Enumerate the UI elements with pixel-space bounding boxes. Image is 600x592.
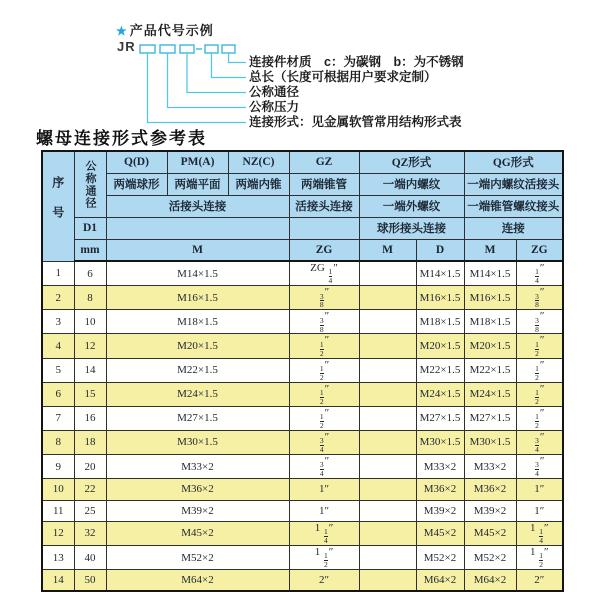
body-cell: M39×2 [464,500,516,521]
body-cell [359,500,416,521]
body-cell: $\frac{1}{2}$ ″ [289,334,359,358]
header-desc-gz: 两端锥管 [289,173,359,195]
product-code-prefix: JR [117,39,136,54]
body-cell: M36×2 [416,479,464,500]
fraction: $\frac{3}{4}$ [319,460,324,479]
table-row [42,521,563,545]
callout-form: 连接形式：见金属软管常用结构形式表 [249,115,462,129]
table-row [42,382,563,406]
body-cell: $\frac{1}{2}$ ″ [516,358,563,382]
body-cell: 8 [42,430,74,454]
header-desc-nz: 两端内锥 [228,173,289,195]
header-d1: D1 [74,217,106,239]
body-cell: 1 $\frac{1}{4}$ ″ [289,521,359,545]
table-row [42,310,563,334]
table-row [42,430,563,454]
body-cell: M14×1.5 [464,261,516,286]
code-box-1 [140,45,155,53]
body-cell: M52×2 [106,546,289,570]
header-conn-gz: 活接头连接 [289,195,359,217]
body-cell: 11 [42,500,74,521]
diagram-title-text: 产品代号示例 [129,23,214,38]
body-cell: 9 [42,455,74,479]
leader-line-form [148,53,247,123]
header-blank-gz [289,217,359,239]
body-cell: M33×2 [464,455,516,479]
fraction: $\frac{3}{8}$ [319,315,324,334]
header-blank-qpmnz [106,217,289,239]
body-cell: $\frac{1}{2}$ ″ [289,358,359,382]
body-cell: $\frac{3}{4}$ ″ [289,455,359,479]
body-cell: M16×1.5 [416,286,464,310]
body-cell [359,382,416,406]
header-unit-qg-zg: ZG [516,239,563,261]
header-form-q: Q(D) [106,151,167,173]
body-cell: M16×1.5 [464,286,516,310]
header-form-gz: GZ [289,151,359,173]
fraction: $\frac{1}{2}$ [535,412,539,430]
fraction: $\frac{3}{4}$ [535,460,539,479]
header-seq: 序号 [42,151,74,261]
body-cell: 1 [42,261,74,286]
header-unit-qg-m: M [464,239,516,261]
body-cell: 1″ [516,479,563,500]
body-cell: 5 [42,358,74,382]
fraction: $\frac{1}{2}$ [323,551,328,570]
fraction: $\frac{3}{8}$ [319,291,324,310]
header-unit-m: M [106,239,289,261]
fraction: $\frac{1}{2}$ [319,363,324,382]
fraction: $\frac{3}{4}$ [319,436,324,455]
body-cell: ZG $\frac{1}{4}$ ″ [289,261,359,286]
body-cell: $\frac{1}{2}$ ″ [289,382,359,406]
fraction: $\frac{1}{2}$ [539,551,543,570]
body-cell: M22×1.5 [416,358,464,382]
table-row [42,500,563,521]
fraction: $\frac{3}{8}$ [535,291,539,310]
header-qg-taper-joint: 一端锥管螺纹接头 [464,195,563,217]
header-desc-qz: 一端内螺纹 [359,173,464,195]
body-cell: $\frac{3}{8}$ ″ [289,310,359,334]
body-cell: 2″ [516,570,563,591]
header-qz-ball-conn: 球形接头连接 [359,217,464,239]
body-cell: M64×2 [106,570,289,591]
fraction: $\frac{1}{4}$ [323,527,328,546]
callout-pressure: 公称压力 [249,100,300,114]
body-cell: 25 [74,500,106,521]
body-cell [359,430,416,454]
callout-diameter: 公称通径 [249,85,300,99]
header-unit-qz-m: M [359,239,416,261]
body-cell: M20×1.5 [106,334,289,358]
star-icon: ★ [116,24,128,38]
table-row [42,406,563,430]
body-cell: 6 [42,382,74,406]
body-cell: M24×1.5 [416,382,464,406]
body-cell: $\frac{3}{4}$ ″ [516,430,563,454]
fraction: $\frac{1}{4}$ [535,267,539,286]
body-cell: M52×2 [464,546,516,570]
body-cell: 14 [42,570,74,591]
code-box-2 [160,45,175,53]
body-cell: M36×2 [106,479,289,500]
header-form-qg: QG形式 [464,151,563,173]
body-cell [359,286,416,310]
fraction: $\frac{1}{2}$ [319,412,324,430]
body-cell: M36×2 [464,479,516,500]
body-cell: $\frac{1}{2}$ ″ [516,334,563,358]
body-cell: M22×1.5 [464,358,516,382]
body-cell: 8 [74,286,106,310]
table-body [42,261,563,591]
body-cell: M20×1.5 [464,334,516,358]
body-cell [359,261,416,286]
header-form-qz: QZ形式 [359,151,464,173]
fraction: $\frac{3}{4}$ [535,436,539,455]
body-cell: M30×1.5 [416,430,464,454]
body-cell: M33×2 [106,455,289,479]
header-unit-qz-d: D [416,239,464,261]
body-cell: M24×1.5 [106,382,289,406]
body-cell [359,521,416,545]
body-cell: 13 [42,546,74,570]
body-cell: 32 [74,521,106,545]
table-row [42,570,563,591]
table-row [42,286,563,310]
body-cell: $\frac{1}{2}$ ″ [516,406,563,430]
callout-length: 总长（长度可根据用户要求定制） [249,70,437,84]
body-cell: M64×2 [416,570,464,591]
body-cell [359,455,416,479]
header-mm: mm [74,239,106,261]
body-cell: M22×1.5 [106,358,289,382]
body-cell: M64×2 [464,570,516,591]
header-qg-conn: 连接 [464,217,563,239]
body-cell: 18 [74,430,106,454]
body-cell: M27×1.5 [464,406,516,430]
body-cell: 50 [74,570,106,591]
fraction: $\frac{1}{2}$ [535,388,539,406]
body-cell: M39×2 [106,500,289,521]
body-cell: 22 [74,479,106,500]
body-cell: $\frac{1}{2}$ ″ [289,406,359,430]
code-box-4 [205,45,218,53]
body-cell: M27×1.5 [416,406,464,430]
body-cell: 1 $\frac{1}{2}$ ″ [289,546,359,570]
body-cell: $\frac{3}{4}$ ″ [289,430,359,454]
fraction: $\frac{1}{2}$ [535,363,539,382]
body-cell: M18×1.5 [416,310,464,334]
header-desc-qg: 一端内螺纹活接头 [464,173,563,195]
body-cell: 4 [42,334,74,358]
callout-material: 连接件材质 c：为碳钢 b：为不锈钢 [249,55,464,69]
header-dn: 公称通径 [74,151,106,217]
fraction: $\frac{1}{4}$ [539,527,543,546]
table-title: 螺母连接形式参考表 [36,129,207,148]
diagram-title [116,20,214,39]
fraction: $\frac{3}{8}$ [535,315,539,334]
fraction: $\frac{1}{2}$ [319,339,324,358]
header-unit-gz-zg: ZG [289,239,359,261]
body-cell: 1 $\frac{1}{4}$ ″ [516,521,563,545]
body-cell: M24×1.5 [464,382,516,406]
leader-line-diameter [187,53,246,93]
header-desc-q: 两端球形 [106,173,167,195]
body-cell: $\frac{3}{8}$ ″ [516,310,563,334]
body-cell: M33×2 [416,455,464,479]
table-row [42,334,563,358]
body-cell: 16 [74,406,106,430]
body-cell: 1″ [289,479,359,500]
body-cell: M52×2 [416,546,464,570]
body-cell [359,358,416,382]
body-cell [359,334,416,358]
body-cell [359,310,416,334]
header-form-pm: PM(A) [167,151,228,173]
fraction: $\frac{1}{2}$ [535,339,539,358]
body-cell: 20 [74,455,106,479]
header-form-nz: NZ(C) [228,151,289,173]
body-cell: 7 [42,406,74,430]
body-cell: M39×2 [416,500,464,521]
body-cell: $\frac{3}{8}$ ″ [516,286,563,310]
body-cell: M14×1.5 [416,261,464,286]
body-cell: M27×1.5 [106,406,289,430]
body-cell: 14 [74,358,106,382]
table-row [42,546,563,570]
body-cell: M30×1.5 [106,430,289,454]
body-cell: 1″ [516,500,563,521]
body-cell: M45×2 [464,521,516,545]
body-cell [359,546,416,570]
body-cell: 1 $\frac{1}{2}$ ″ [516,546,563,570]
body-cell: 10 [74,310,106,334]
table-header [42,151,563,261]
callout-labels [249,55,464,130]
body-cell [359,406,416,430]
fraction: $\frac{1}{2}$ [319,388,324,406]
body-cell: M16×1.5 [106,286,289,310]
table-row [42,261,563,286]
table-row [42,358,563,382]
leader-line-material [229,53,247,63]
body-cell: $\frac{3}{4}$ ″ [516,455,563,479]
header-desc-pm: 两端平面 [167,173,228,195]
body-cell: 1″ [289,500,359,521]
body-cell: 2″ [289,570,359,591]
body-cell: M30×1.5 [464,430,516,454]
header-conn-qpmnz: 活接头连接 [106,195,289,217]
body-cell: 3 [42,310,74,334]
body-cell [359,570,416,591]
table-row [42,479,563,500]
body-cell: M45×2 [416,521,464,545]
body-cell: 10 [42,479,74,500]
fraction: $\frac{1}{4}$ [328,267,333,286]
body-cell: M45×2 [106,521,289,545]
body-cell: 12 [74,334,106,358]
body-cell: M18×1.5 [106,310,289,334]
leader-line-pressure [168,53,247,108]
body-cell: $\frac{3}{8}$ ″ [289,286,359,310]
code-box-3 [180,45,194,53]
body-cell: 12 [42,521,74,545]
body-cell: M20×1.5 [416,334,464,358]
code-box-5 [222,45,235,53]
body-cell: $\frac{1}{2}$ ″ [516,382,563,406]
body-cell: 6 [74,261,106,286]
body-cell: M18×1.5 [464,310,516,334]
reference-table [41,150,564,592]
header-qz-ext-thread: 一端外螺纹 [359,195,464,217]
body-cell [359,479,416,500]
body-cell: M14×1.5 [106,261,289,286]
body-cell: $\frac{1}{4}$ ″ [516,261,563,286]
body-cell: 15 [74,382,106,406]
table-row [42,455,563,479]
body-cell: 2 [42,286,74,310]
body-cell: 40 [74,546,106,570]
